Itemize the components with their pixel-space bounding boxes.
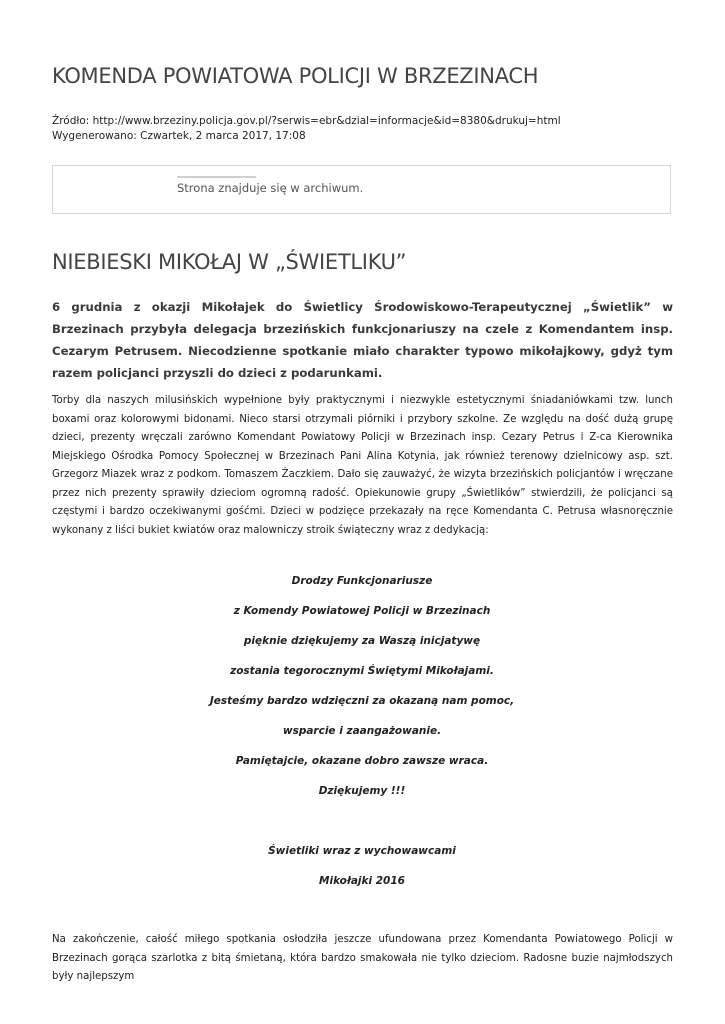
article-lead: 6 grudnia z okazji Mikołajek do Świetlicy Środowiskowo-Terapeutycznej „Świetlik” w Brzezinach przybyła delegacja brzezińskich funkcjonariuszy na czele z Komendantem insp. Cezarym Petrusem. Niecodzienne spotkanie miało charakter typowo mikołajkowy, gdyż tym razem policjanci przyszli do dzieci z podarunkami. [52,300,673,380]
archive-notice-divider [177,176,256,178]
article-body: Torby dla naszych milusińskich wypełnione były praktycznymi i niezwykle estetycznymi śniadaniówkami tzw. lunch boxami oraz kolorowymi bidonami. Nieco starsi otrzymali piórniki i przybory szkolne. Ze względu na dość dużą grupę dzieci, prezenty wręczali zarówno Komendant Powiatowy Policji w Brzezinach insp. Cezary Petrus i Z-ca Kierownika Miejskiego Ośrodka Pomocy Społecznej w Brzezinach Pani Alina Kotynia, jak również terenowy dzielnicowy asp. szt. Grzegorz Miazek wraz z podkom. Tomaszem Żaczkiem. Dało się zauważyć, że wizyta brzezińskich policjantów i wręczane przez nich prezenty sprawiły dzieciom ogromną radość. Opiekunowie grupy „Świetlików” stwierdzili, że policjanci są częstymi i bardzo oczekiwanymi gośćmi. Dzieci w podzięce przekazały na ręce Komendanta C. Petrusa własnoręcznie wykonany z liści bukiet kwiatów oraz malowniczy stroik świąteczny wraz z dedykacją: [52,395,673,536]
source-line: Źródło: http://www.brzeziny.policja.gov.pl/?serwis=ebr&dzial=informacje&id=8380&drukuj=html [52,115,561,127]
dedication-line: Dziękujemy !!! [318,785,406,797]
archive-notice-text: Strona znajduje się w archiwum. [177,181,364,195]
dedication-line: z Komendy Powiatowej Policji w Brzezinach [233,605,491,617]
generated-line: Wygenerowano: Czwartek, 2 marca 2017, 17:08 [52,130,306,142]
dedication-line: Drodzy Funkcjonariusze [291,575,433,587]
dedication-line: wsparcie i zaangażowanie. [282,725,442,737]
print-meta [52,114,561,144]
article-title: NIEBIESKI MIKOŁAJ W „ŚWIETLIKU” [52,250,407,274]
dedication-signature: Świetliki wraz z wychowawcami [268,845,456,857]
archive-notice-box [52,165,671,214]
dedication-line: zostania tegorocznymi Świętymi Mikołajami. [230,665,494,677]
dedication-line: pięknie dziękujemy za Waszą inicjatywę [243,635,481,647]
site-title: KOMENDA POWIATOWA POLICJI W BRZEZINACH [52,64,539,88]
dedication-date: Mikołajki 2016 [319,875,405,887]
dedication-line: Jesteśmy bardzo wdzięczni za okazaną nam pomoc, [209,695,515,707]
dedication-line: Pamiętajcie, okazane dobro zawsze wraca. [235,755,489,767]
article-closing: Na zakończenie, całość miłego spotkania osłodziła jeszcze ufundowana przez Komendanta Powiatowego Policji w Brzezinach gorąca szarlotka z bitą śmietaną, która bardzo smakowała nie tylko dzieciom. Radosne buzie najmłodszych były najlepszym [52,934,673,982]
